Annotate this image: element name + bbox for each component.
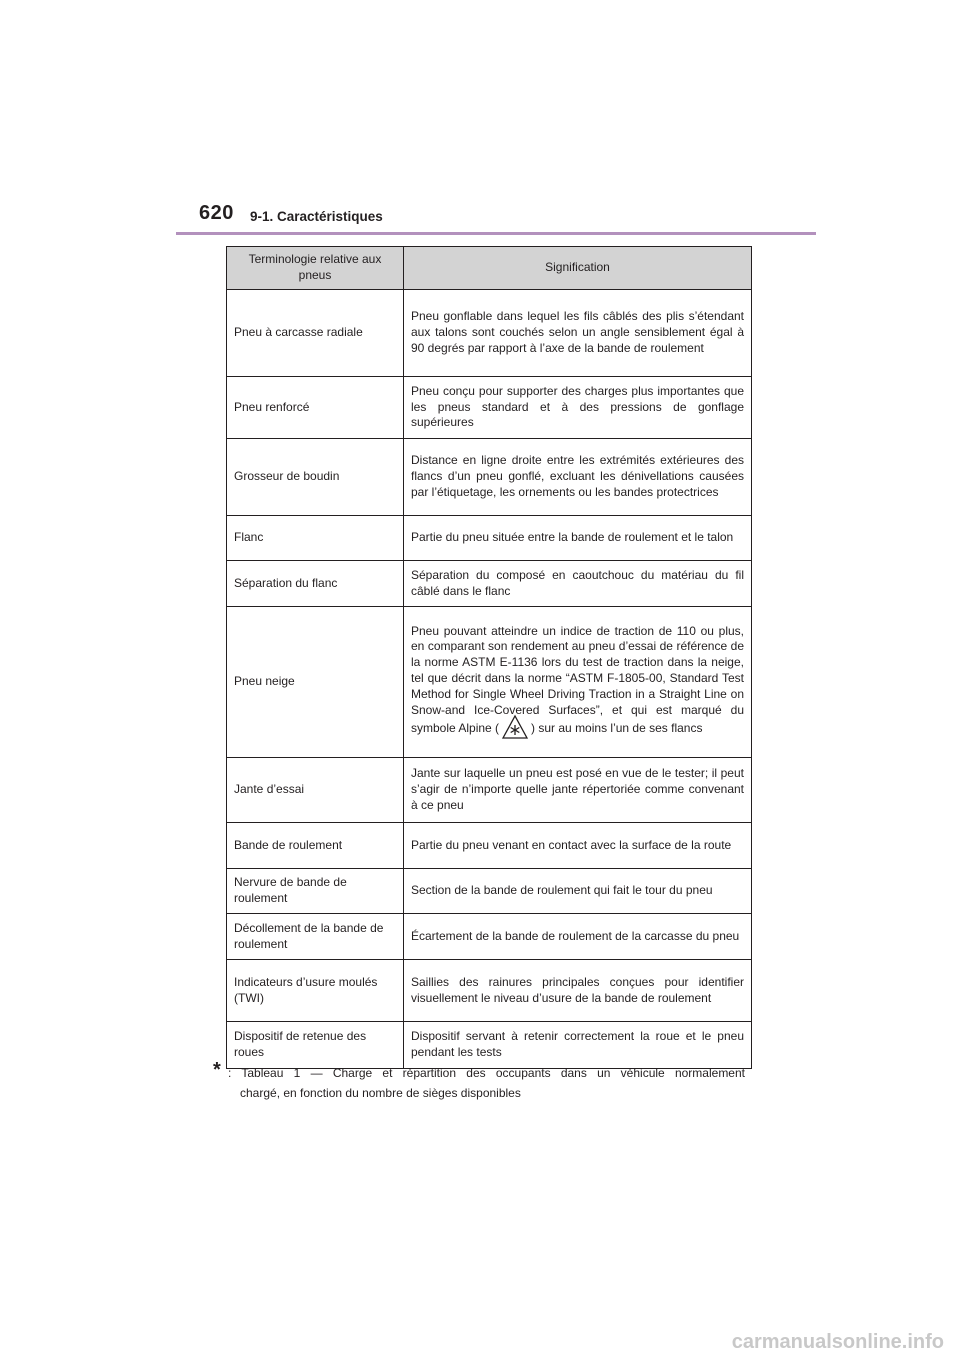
meaning-cell: Jante sur laquelle un pneu est posé en vue de le tester; il peut s’agir de n’importe quelle jante répertoriée comme convenant à ce pneu [404, 758, 752, 823]
meaning-cell: Partie du pneu venant en contact avec la surface de la route [404, 823, 752, 869]
watermark: carmanualsonline.info [731, 1331, 944, 1353]
term-cell: Pneu neige [227, 607, 404, 758]
tire-terminology-table [226, 246, 752, 1069]
table-row [227, 377, 752, 439]
table-row [227, 290, 752, 377]
table-row [227, 869, 752, 914]
table-row [227, 561, 752, 607]
table-row [227, 439, 752, 516]
meaning-cell: Section de la bande de roulement qui fait le tour du pneu [404, 869, 752, 914]
term-cell: Dispositif de retenue des roues [227, 1022, 404, 1069]
term-cell: Séparation du flanc [227, 561, 404, 607]
footnote-line-1: : Tableau 1 — Charge et répartition des occupants dans un véhicule normalement [228, 1066, 745, 1080]
meaning-cell: Partie du pneu située entre la bande de roulement et le talon [404, 516, 752, 561]
footnote-marker: * [213, 1059, 221, 1081]
meaning-cell [404, 607, 752, 758]
term-cell: Pneu à carcasse radiale [227, 290, 404, 377]
table-row [227, 914, 752, 960]
term-cell: Grosseur de boudin [227, 439, 404, 516]
section-title: 9-1. Caractéristiques [250, 209, 383, 224]
term-cell: Pneu renforcé [227, 377, 404, 439]
table-row [227, 823, 752, 869]
term-cell: Nervure de bande de roulement [227, 869, 404, 914]
meaning-cell: Pneu gonflable dans lequel les fils câblés des plis s’étendant aux talons sont couchés selon un angle sensiblement égal à 90 degrés par rapport à l’axe de la bande de roulement [404, 290, 752, 377]
table-row [227, 758, 752, 823]
meaning-cell: Saillies des rainures principales conçues pour identifier visuellement le niveau d’usure de la bande de roulement [404, 960, 752, 1022]
meaning-cell: Écartement de la bande de roulement de la carcasse du pneu [404, 914, 752, 960]
meaning-cell: Distance en ligne droite entre les extrémités extérieures des flancs d’un pneu gonflé, excluant les dénivellations causées par l’étiquetage, les ornements ou les bandes protectrices [404, 439, 752, 516]
meaning-cell: Pneu conçu pour supporter des charges plus importantes que les pneus standard et à des pressions de gonflage supérieures [404, 377, 752, 439]
header-divider [176, 232, 816, 235]
term-cell: Flanc [227, 516, 404, 561]
term-cell: Indicateurs d’usure moulés (TWI) [227, 960, 404, 1022]
table-row [227, 607, 752, 758]
footnote-line-2: chargé, en fonction du nombre de sièges disponibles [240, 1086, 521, 1100]
snowflake-mountain-icon [502, 714, 528, 740]
table-row [227, 516, 752, 561]
page-number: 620 [199, 202, 234, 224]
term-cell: Bande de roulement [227, 823, 404, 869]
table-header-row [227, 247, 752, 290]
meaning-cell: Séparation du composé en caoutchouc du matériau du fil câblé dans le flanc [404, 561, 752, 607]
meaning-cell: Dispositif servant à retenir correctement la roue et le pneu pendant les tests [404, 1022, 752, 1069]
alpine-suffix: ) sur au moins l’un de ses flancs [531, 721, 703, 736]
table-row [227, 1022, 752, 1069]
alpine-prefix: Alpine ( [458, 721, 500, 736]
column-header-meaning: Signification [404, 247, 752, 290]
table-row [227, 960, 752, 1022]
term-cell: Décollement de la bande de roulement [227, 914, 404, 960]
term-cell: Jante d’essai [227, 758, 404, 823]
column-header-term: Terminologie relative aux pneus [227, 247, 404, 290]
snow-tire-description: Pneu pouvant atteindre un indice de traction de 110 ou plus, en comparant son rendement au pneu d’essai de référence de la norme ASTM E-1136 lors du test de traction dans la neige, tel que décrit dans la norme “ASTM F-1805-00, Standard Test Method for Single Wheel Driving Traction in a Straight Line on Snow-and Ice-Covered Surfaces”, et qui est marqué du symbole [411, 623, 744, 736]
